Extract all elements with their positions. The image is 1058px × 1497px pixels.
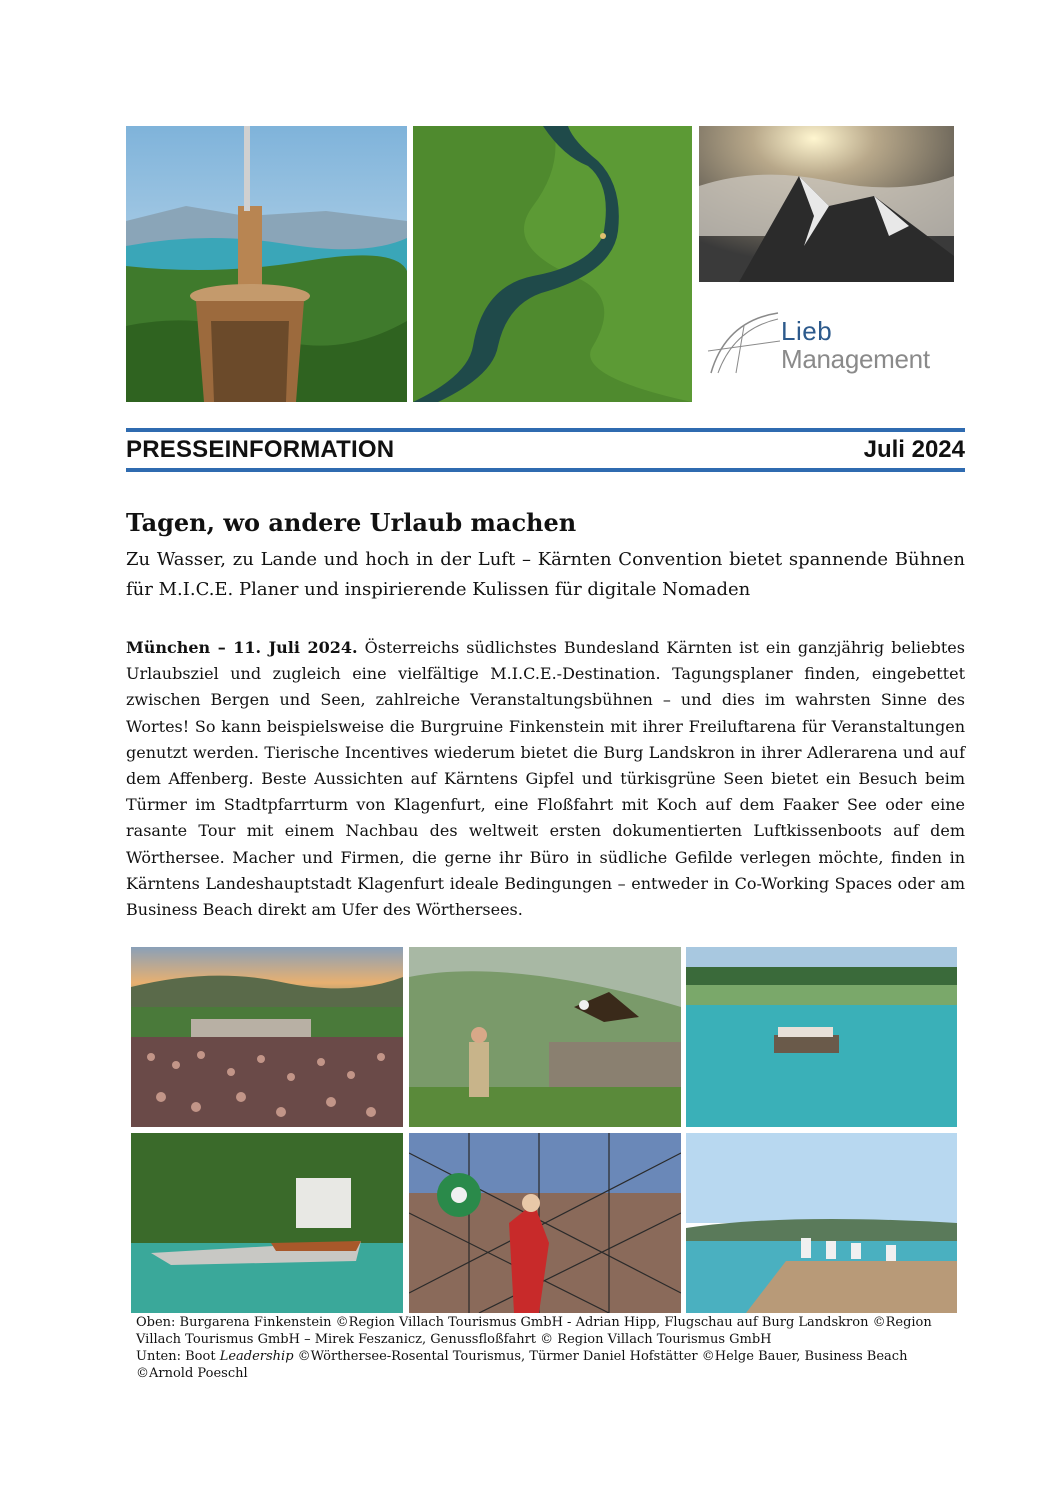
photo-caption bbox=[136, 1314, 956, 1382]
photo-mountain-summit bbox=[699, 126, 954, 282]
caption-bottom-suffix: ©Wörthersee-Rosental Tourismus, Türmer Daniel Hofstätter ©Helge Bauer, Business Beach ©Arnold Poeschl bbox=[136, 1349, 908, 1381]
logo-swoosh-icon bbox=[706, 311, 781, 381]
header-date: Juli 2024 bbox=[863, 436, 965, 463]
photo-caption-top: Oben: Burgarena Finkenstein ©Region Villach Tourismus GmbH - Adrian Hipp, Flugschau auf Burg Landskron ©Region Villach Tourismus GmbH – Mirek Feszanicz, Genussfloßfahrt © Region Villach Tourismus GmbH bbox=[136, 1315, 932, 1347]
article-headline: Tagen, wo andere Urlaub machen bbox=[126, 508, 577, 537]
caption-boat-name: Leadership bbox=[219, 1349, 294, 1364]
article-dateline: München – 11. Juli 2024. bbox=[126, 638, 358, 657]
photo-burgarena-finkenstein bbox=[131, 947, 403, 1127]
article-body-text: Österreichs südlichstes Bundesland Kärnten ist ein ganzjährig beliebtes Urlaubsziel und zugleich eine vielfältige M.I.C.E.-Destination. Tagungsplaner finden, eingebettet zwischen Bergen und Seen, zahlreiche Veranstaltungsbühnen – und dies im wahrsten Sinne des Wortes! So kann beispielsweise die Burgruine Finkenstein mit ihrer Freiluftarena für Veranstaltungen genutzt werden. Tierische Incentives wiederum bietet die Burg Landskron in ihrer Adlerarena und auf dem Affenberg. Beste Aussichten auf Kärntens Gipfel und türkisgrüne Seen bietet ein Besuch beim Türmer im Stadtpfarrturm von Klagenfurt, eine Floßfahrt mit Koch auf dem Faaker See oder eine rasante Tour mit einem Nachbau des weltweit ersten dokumentierten Luftkissenboots auf dem Wörthersee. Macher und Firmen, die gerne ihr Büro in südliche Gefilde verlegen möchte, finden in Kärntens Landeshauptstadt Klagenfurt ideale Bedingungen – entweder in Co-Working Spaces oder am Business Beach direkt am Ufer des Wörthersees. bbox=[126, 638, 965, 920]
photo-caption-bottom bbox=[136, 1348, 956, 1382]
photo-boat-leadership bbox=[131, 1133, 403, 1313]
photo-raft-faaker-see bbox=[686, 947, 957, 1127]
article-body bbox=[126, 635, 965, 923]
header-title: PRESSEINFORMATION bbox=[126, 436, 395, 463]
caption-bottom-prefix: Unten: Boot bbox=[136, 1349, 220, 1364]
logo-word-lieb: Lieb bbox=[781, 316, 833, 346]
photo-tuermer-klagenfurt bbox=[409, 1133, 681, 1313]
lieb-management-logo bbox=[706, 306, 956, 386]
photo-falconry-landskron bbox=[409, 947, 681, 1127]
header-rule-bottom bbox=[126, 468, 965, 472]
photo-pyramidenkogel-tower bbox=[126, 126, 407, 402]
article-subheadline: Zu Wasser, zu Lande und hoch in der Luft – Kärnten Convention bietet spannende Bühnen für M.I.C.E. Planer und inspirierende Kulissen für digitale Nomaden bbox=[126, 549, 965, 600]
logo-word-management: Management bbox=[781, 344, 930, 374]
header-rule-top bbox=[126, 428, 965, 432]
photo-business-beach bbox=[686, 1133, 957, 1313]
photo-reed-river-aerial bbox=[413, 126, 692, 402]
